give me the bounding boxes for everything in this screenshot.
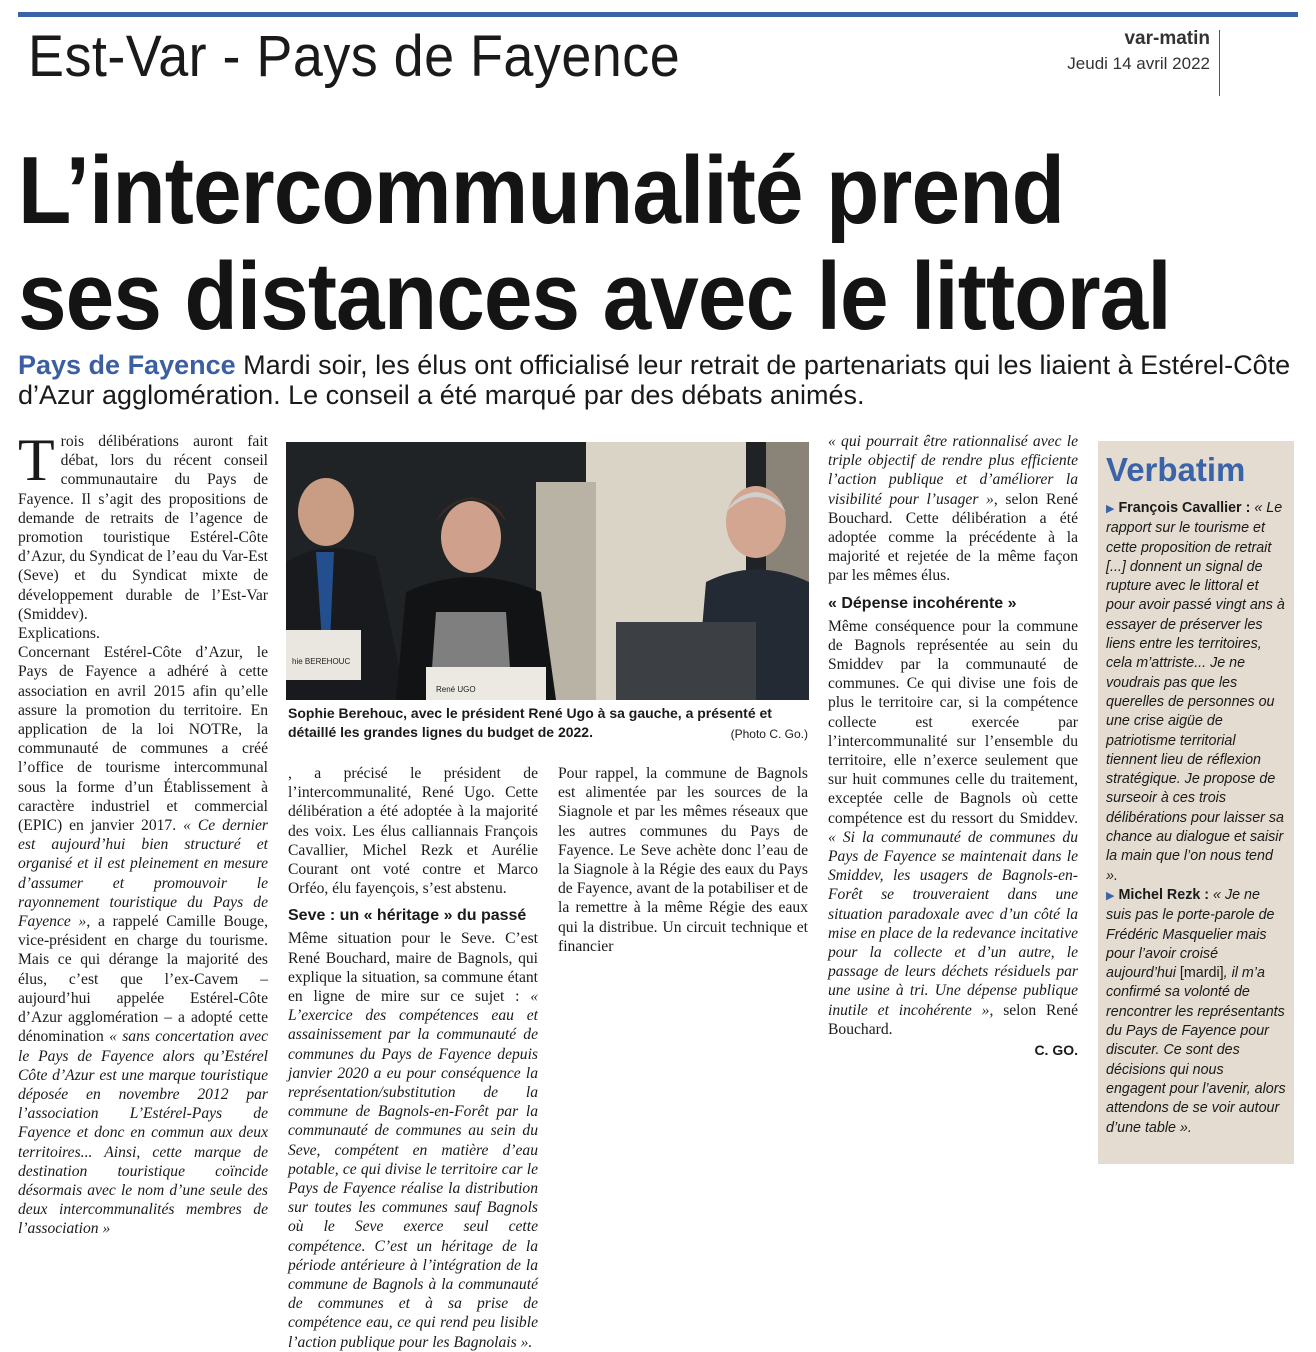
- quote-run: « sans concertation avec le Pays de Fayence alors qu’Estérel Côte d’Azur est une marque touristique déposée en novembre 2012 par l’association L’Estérel-Pays de Fayence et donc en commun aux deux territoires... Ainsi, cette marque de destination touristique coïncide désormais avec le nom d’une seule des deux intercommunalités membres de l’association »: [18, 1028, 268, 1238]
- lead-text: Mardi soir, les élus ont officialisé leur retrait de partenariats qui les liaient à Estérel-Côte d’Azur agglomération. Le conseil a été marqué par des débats animés.: [18, 350, 1291, 410]
- paragraph-circuit: [828, 432, 1078, 586]
- bullet-icon: ▶: [1106, 503, 1115, 515]
- paragraph-intro: rois délibérations auront fait débat, lors du récent conseil communautaire du Pays de Fayence. Il s’agit des propositions de demande de retraits de l’agence de promotion touristique Estérel-Côte d’Azur, du Syndicat de l’eau du Var-Est (Seve) et du Syndicat mixte de développement durable de l’Est-Var (Smiddev).: [18, 433, 268, 623]
- lead-paragraph: [18, 350, 1298, 410]
- paragraph-explications: Explications.: [18, 625, 100, 643]
- article-column-2: [288, 764, 538, 1352]
- article-column-1: [18, 427, 268, 1239]
- article-column-3: [558, 764, 808, 956]
- nameplate-left: hie BEREHOUC: [292, 657, 351, 666]
- verbatim-sidebar: [1098, 441, 1294, 1164]
- quote-run: « qui pourrait être rationnalisé avec le triple objectif de rendre plus efficiente l’action publique et d’améliorer la visibilité pour l’usager »: [828, 433, 1078, 508]
- text-run: Même conséquence pour la commune de Bagnols représentée au sein du Smiddev par la communauté de communes. Ce qui divise une fois de plus le territoire car, si la compétence collecte est exercée par l’intercommunalité sur l’ensemble du territoire, elle n’exerce seulement que sur huit communes celle du traitement, exceptée celle de Bagnols où cette compétence est du ressort du Smiddev.: [828, 617, 1078, 827]
- quote-run: « L’exercice des compétences eau et assainissement par la communauté de communes du Pays de Fayence depuis janvier 2020 a eu pour conséquence la représentation/substitution de la commune de Bagnols-en-Forêt par la communauté de communes au sein du Seve, compétent en matière d’eau potable, ce qui divise le territoire car le Pays de Fayence réalise la distribution sur toutes les communes sauf Bagnols où le Seve exerce seul cette compétence. C’est un héritage de la période antérieure à l’intégration de la commune de Bagnols à la communauté de communes et à sa prise de compétence eau, ce qui rend peu lisible l’action publique pour les Bagnolais ».: [288, 988, 538, 1351]
- masthead-divider: [1219, 30, 1220, 96]
- quote-run: « Si la communauté de communes du Pays de Fayence se maintenait dans le Smiddev, les usagers de Bagnols-en-Forêt se trouveraient dans une situation paradoxale avec d’un côté la mise en place de la redevance incitative pour la collecte et d’un autre, le passage de leurs déchets résiduels par une usine à tri. Une dépense publique inutile et incohérente »: [828, 828, 1078, 1019]
- article-photo: [286, 442, 809, 700]
- speaker-quote: « Le rapport sur le tourisme et cette proposition de retrait [...] donnent un signal de rupture avec le littoral et pour avoir passé vingt ans à essayer de préserver les liens entre les territoires, cela m’attriste... Je ne voudrais pas que les querelles de personnes ou une crise aigüe de patriotisme territorial tiennent lieu de réflexion stratégique. Je propose de surseoir à ces trois délibérations pour laisser sa chance au dialogue et saisir la main que l’on nous tend ».: [1106, 500, 1285, 884]
- bullet-icon: ▶: [1106, 889, 1115, 902]
- photo-caption: [288, 704, 808, 744]
- text-run: , selon René Bouchard. Cette délibération a été adoptée comme la précédente à la majorité et rejetée de la même façon par les mêmes élus.: [828, 490, 1078, 585]
- headline-line-1: L’intercommunalité prend: [18, 137, 1065, 244]
- author-signature: C. GO.: [1034, 1042, 1078, 1059]
- subhead-seve: Seve : un « héritage » du passé: [288, 907, 527, 925]
- headline-line-2: ses distances avec le littoral: [18, 243, 1171, 350]
- meeting-photo-illustration: [286, 442, 809, 700]
- top-rule: [18, 12, 1298, 17]
- section-title: Est-Var - Pays de Fayence: [28, 24, 681, 89]
- caption-text: Sophie Berehouc, avec le président René Ugo à sa gauche, a présenté et détaillé les grandes lignes du budget de 2022.: [288, 705, 772, 740]
- speaker-name: François Cavallier :: [1118, 500, 1251, 516]
- text-run: Même situation pour le Seve. C’est René Bouchard, maire de Bagnols, qui explique la situation, sa commune étant en ligne de mire sur ce sujet :: [288, 930, 538, 1006]
- verbatim-body: [1106, 499, 1286, 1138]
- quote-run: « Ce dernier est aujourd’hui bien structuré et organisé et il est pleinement en mesure d’assumer et promouvoir le rayonnement touristique du Pays de Fayence »: [18, 817, 268, 931]
- paragraph-vote: , a précisé le président de l’intercommunalité, René Ugo. Cette délibération a été adoptée à la majorité des voix. Les élus calliannais François Cavallier, Michel Rezk et Aurélie Courant ont voté contre et Marco Orféo, élu fayençois, s’est abstenu.: [288, 765, 538, 898]
- nameplate-right: René UGO: [436, 685, 476, 694]
- headline: [18, 138, 1201, 350]
- speaker-aside: [mardi]: [1179, 965, 1224, 982]
- publication-date: Jeudi 14 avril 2022: [1067, 54, 1210, 73]
- verbatim-title: Verbatim: [1106, 451, 1246, 488]
- dropcap: T: [18, 427, 55, 493]
- article-column-4: [828, 432, 1078, 1060]
- text-run: , a rappelé Camille Bouge, vice-président en charge du tourisme. Mais ce qui dérange la majorité des élus, c’est que l’ex-Cavem – aujourd’hui appelée Estérel-Côte d’Azur agglomération – a adopté cette dénomination: [18, 913, 268, 1046]
- paragraph-esterel: [18, 643, 268, 1238]
- paragraph-seve: [288, 929, 538, 1351]
- lead-kicker: Pays de Fayence: [18, 350, 236, 380]
- speaker-quote: « Je ne suis pas le porte-parole de Frédéric Masquelier mais pour l’avoir croisé aujourd’hui: [1106, 886, 1275, 982]
- paragraph-siagnole: Pour rappel, la commune de Bagnols est alimentée par les sources de la Siagnole et par les mêmes réseaux que les autres communes du Pays de Fayence. Le Seve achète donc l’eau de la Siagnole à la Régie des eaux du Pays de Fayence, avant de la potabiliser et de la remettre à la même Régie des eaux qui la distribue. Un circuit technique et financier: [558, 765, 808, 955]
- speaker-quote: , il m’a confirmé sa volonté de rencontrer les représentants du Pays de Fayence pour discuter. Ce sont des décisions qui nous engagent pour l’avenir, alors attendons de se voir autour d’une table ».: [1106, 965, 1286, 1136]
- text-run: Concernant Estérel-Côte d’Azur, le Pays de Fayence a adhéré à cette association en avril 2015 afin qu’elle assure la promotion du territoire. En application de la loi NOTRe, la communauté de communes a créé l’office de tourisme intercommunal sous la forme d’un Établissement à caractère industriel et commercial (EPIC) en janvier 2017.: [18, 644, 268, 835]
- publication-name: var-matin: [1124, 28, 1210, 49]
- photo-credit: (Photo C. Go.): [730, 727, 808, 741]
- paragraph-smiddev: [828, 617, 1078, 1039]
- masthead: [1067, 28, 1210, 74]
- text-run: , selon René Bouchard.: [828, 1001, 1078, 1038]
- subhead-depense: « Dépense incohérente »: [828, 594, 1017, 612]
- speaker-name: Michel Rezk :: [1118, 886, 1210, 903]
